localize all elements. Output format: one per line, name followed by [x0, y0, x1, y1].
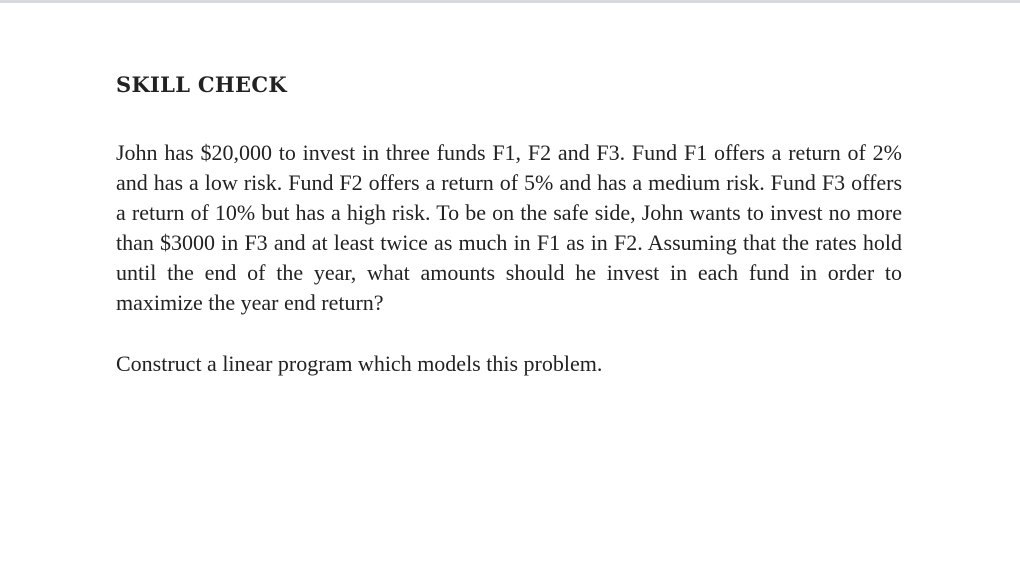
document-page — [116, 70, 902, 379]
top-border — [0, 0, 1020, 3]
section-heading: SKILL CHECK — [116, 72, 287, 97]
task-paragraph: Construct a linear program which models this problem. — [116, 351, 603, 376]
problem-paragraph: John has $20,000 to invest in three funds F1, F2 and F3. Fund F1 offers a return of 2% and has a low risk. Fund F2 offers a return of 5% and has a medium risk. Fund F3 offers a return of 10% but has a high risk. To be on the safe side, John wants to invest no more than $3000 in F3 and at least twice as much in F1 as in F2. Assuming that the rates hold until the end of the year, what amounts should he invest in each fund in order to maximize the year end return? — [116, 140, 902, 315]
